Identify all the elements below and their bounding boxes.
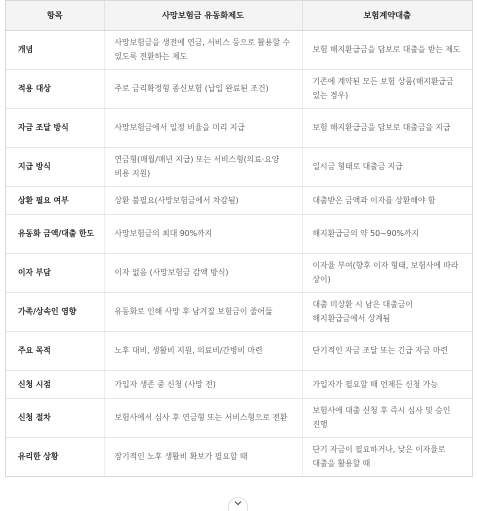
cell-policy-loan: 단기 자금이 필요하거나, 낮은 이자율로 대출을 활용할 때 bbox=[312, 445, 446, 468]
table-header-row bbox=[6, 1, 472, 31]
header-policy-loan: 보험계약대출 bbox=[302, 1, 472, 31]
cell-liquidation: 가입자 생존 중 신청 (사망 전) bbox=[104, 371, 302, 399]
row-label: 신청 절차 bbox=[6, 399, 104, 438]
cell-liquidation: 이자 없음 (사망보험금 감액 방식) bbox=[104, 254, 302, 293]
row-label: 신청 시점 bbox=[6, 371, 104, 399]
row-label: 상환 필요 여부 bbox=[6, 187, 104, 215]
cell-liquidation: 사망보험금에서 일정 비율을 미리 지급 bbox=[104, 109, 302, 148]
cell-policy-loan: 가입자가 필요할 때 언제든 신청 가능 bbox=[302, 371, 472, 399]
cell-liquidation: 상환 불필요(사망보험금에서 차감됨) bbox=[104, 187, 302, 215]
row-label: 개념 bbox=[6, 31, 104, 70]
table-row bbox=[6, 332, 472, 371]
row-label: 적용 대상 bbox=[6, 70, 104, 109]
cell-policy-loan: 보험사에 대출 신청 후 즉시 심사 및 승인 진행 bbox=[302, 399, 472, 438]
row-label: 유동화 금액/대출 한도 bbox=[6, 215, 104, 254]
cell-policy-loan: 일시금 형태로 대출금 지급 bbox=[302, 148, 472, 187]
cell-policy-loan: 보험 해지환급금을 담보로 대출금을 지급 bbox=[302, 109, 472, 148]
header-item: 항목 bbox=[6, 1, 104, 31]
cell-liquidation: 유동화로 인해 사망 후 남겨질 보험금이 줄어듦 bbox=[104, 293, 302, 332]
cell-liquidation: 노후 대비, 생활비 지원, 의료비/간병비 마련 bbox=[104, 332, 302, 371]
table-row bbox=[6, 70, 472, 109]
cell-liquidation: 장기적인 노후 생활비 확보가 필요할 때 bbox=[104, 438, 302, 477]
table-row bbox=[6, 31, 472, 70]
cell-liquidation: 사망보험금의 최대 90%까지 bbox=[104, 215, 302, 254]
table-row bbox=[6, 399, 472, 438]
comparison-table bbox=[6, 1, 472, 476]
cell-policy-loan: 대출받은 금액과 이자를 상환해야 함 bbox=[302, 187, 472, 215]
cell-policy-loan: 기존에 계약된 모든 보험 상품(해지환급금 있는 경우) bbox=[302, 70, 472, 109]
header-death-benefit-liquidation: 사망보험금 유동화제도 bbox=[104, 1, 302, 31]
table-row bbox=[6, 438, 472, 477]
comparison-table-container bbox=[5, 0, 473, 477]
cell-policy-loan: 보험 해지환급금을 담보로 대출을 받는 제도 bbox=[302, 31, 472, 70]
cell-liquidation: 연금형(매월/매년 지급) 또는 서비스형(의료·요양 비용 지원) bbox=[104, 148, 302, 187]
cell-liquidation: 사망보험금을 생전에 연금, 서비스 등으로 활용할 수 있도록 전환하는 제도 bbox=[104, 31, 302, 70]
table-row bbox=[6, 254, 472, 293]
cell-liquidation: 보험사에서 심사 후 연금형 또는 서비스형으로 전환 bbox=[104, 399, 302, 438]
cell-policy-loan: 이자율 부여(향후 이자 형태, 보험사에 따라 상이) bbox=[302, 254, 472, 293]
row-label: 주요 목적 bbox=[6, 332, 104, 371]
table-row bbox=[6, 371, 472, 399]
scroll-down-button[interactable] bbox=[228, 497, 248, 511]
cell-policy-loan: 해지환급금의 약 50~90%까지 bbox=[302, 215, 472, 254]
table-row bbox=[6, 109, 472, 148]
table-row bbox=[6, 187, 472, 215]
cell-policy-loan: 대출 미상환 시 남은 대출금이 해지환급금에서 상계됨 bbox=[302, 293, 472, 332]
cell-liquidation: 주로 금리확정형 종신보험 (납입 완료된 조건) bbox=[104, 70, 302, 109]
row-label: 지급 방식 bbox=[6, 148, 104, 187]
row-label: 이자 부담 bbox=[6, 254, 104, 293]
table-row bbox=[6, 293, 472, 332]
chevron-down-icon bbox=[234, 500, 242, 506]
table-row bbox=[6, 148, 472, 187]
row-label: 유리한 상황 bbox=[6, 438, 104, 477]
row-label: 자금 조달 방식 bbox=[6, 109, 104, 148]
table-row bbox=[6, 215, 472, 254]
row-label: 가족/상속인 영향 bbox=[6, 293, 104, 332]
cell-policy-loan: 단기적인 자금 조달 또는 긴급 자금 마련 bbox=[302, 332, 472, 371]
